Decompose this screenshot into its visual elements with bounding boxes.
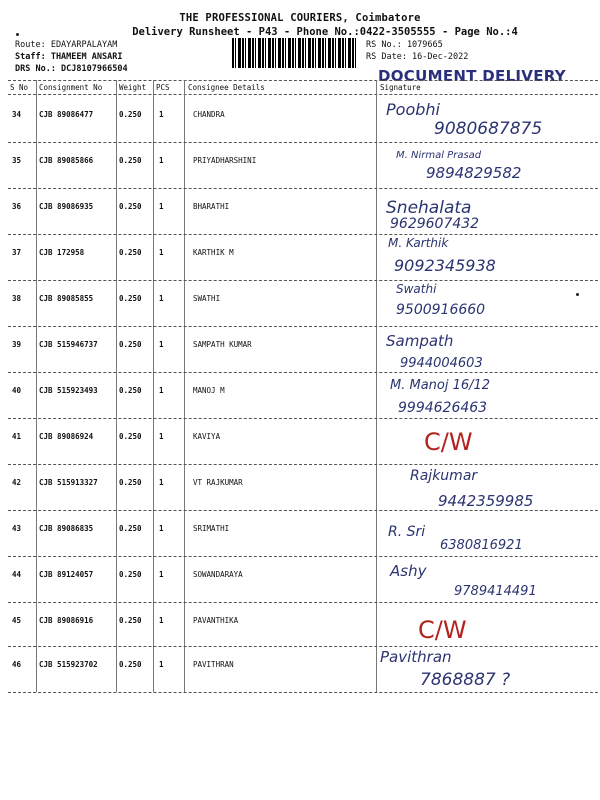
handwritten-signature: Sampath [386,332,454,350]
row-pcs: 1 [159,110,164,119]
table-row [0,280,600,326]
row-weight: 0.250 [119,524,142,533]
row-pcs: 1 [159,478,164,487]
table-row [0,418,600,464]
handwritten-phone: 9500916660 [396,302,486,318]
row-sno: 40 [12,386,22,395]
row-sno: 45 [12,616,22,625]
row-pcs: 1 [159,340,164,349]
row-weight: 0.250 [119,202,142,211]
handwritten-signature: M. Nirmal Prasad [396,150,482,161]
row-pcs: 1 [159,616,164,625]
row-consignment: CJB 515913327 [39,478,98,487]
row-consignee: KAVIYA [193,432,221,441]
signature-cell [380,372,595,418]
col-consignee: Consignee Details [188,83,265,92]
row-consignment: CJB 89085866 [39,156,94,165]
row-consignee: PRIYADHARSHINI [193,156,257,165]
row-sno: 41 [12,432,22,441]
row-sno: 42 [12,478,22,487]
handwritten-signature: R. Sri [388,524,426,540]
row-consignee: SRIMATHI [193,524,230,533]
col-consignment: Consignment No [39,83,103,92]
handwritten-phone: 7868887 ? [420,670,511,690]
staff-label: Staff: THAMEEM ANSARI [15,52,123,62]
row-weight: 0.250 [119,248,142,257]
signature-cell [380,510,595,556]
header-bottom-rule [8,94,598,95]
signature-cell [380,96,595,142]
row-consignment: CJB 89124057 [39,570,94,579]
drs-number: DRS No.: DCJ8107966504 [15,64,128,74]
row-pcs: 1 [159,524,164,533]
handwritten-phone: 9894829582 [426,164,522,182]
table-row [0,464,600,510]
signature-cell [380,142,595,188]
row-pcs: 1 [159,660,164,669]
signature-cell [380,280,595,326]
table-top-rule [8,80,598,81]
row-pcs: 1 [159,248,164,257]
row-weight: 0.250 [119,432,142,441]
signature-cell [380,646,595,692]
table-row [0,234,600,280]
signature-cell [380,234,595,280]
row-pcs: 1 [159,386,164,395]
row-pcs: 1 [159,294,164,303]
row-weight: 0.250 [119,294,142,303]
row-weight: 0.250 [119,110,142,119]
table-row [0,556,600,602]
handwritten-phone: 9629607432 [390,216,480,232]
row-consignee: BHARATHI [193,202,230,211]
row-weight: 0.250 [119,478,142,487]
col-signature: Signature [380,83,421,92]
rs-number: RS No.: 1079665 [366,40,443,50]
row-sno: 38 [12,294,22,303]
handwritten-signature: Rajkumar [410,468,478,484]
table-row [0,602,600,648]
row-consignment: CJB 89086924 [39,432,94,441]
handwritten-phone: 9442359985 [438,492,534,510]
row-consignment: CJB 515946737 [39,340,98,349]
table-row [0,188,600,234]
table-row [0,96,600,142]
row-consignee: SWATHI [193,294,221,303]
row-sno: 36 [12,202,22,211]
row-consignment: CJB 515923702 [39,660,98,669]
row-consignee: CHANDRA [193,110,225,119]
row-consignee: PAVITHRAN [193,660,234,669]
row-sno: 39 [12,340,22,349]
rs-date: RS Date: 16-Dec-2022 [366,52,469,62]
row-pcs: 1 [159,432,164,441]
handwritten-signature: Pavithran [380,648,452,666]
handwritten-phone: 6380816921 [440,538,523,553]
row-consignee: VT RAJKUMAR [193,478,243,487]
handwritten-phone: 9092345938 [394,256,496,275]
col-pcs: PCS [156,83,170,92]
row-consignee: SOWANDARAYA [193,570,243,579]
row-weight: 0.250 [119,616,142,625]
row-consignment: CJB 89086835 [39,524,94,533]
row-weight: 0.250 [119,156,142,165]
col-weight: Weight [119,83,147,92]
handwritten-phone: 9994626463 [398,400,488,416]
handwritten-signature: Snehalata [386,198,472,218]
row-sno: 35 [12,156,22,165]
handwritten-signature: M. Karthik [388,236,449,250]
row-sno: 44 [12,570,22,579]
handwritten-signature: Swathi [396,282,437,296]
cw-mark: C/W [418,616,467,644]
cw-mark: C/W [424,428,473,456]
row-consignment: CJB 89086916 [39,616,94,625]
row-consignee: MANOJ M [193,386,225,395]
signature-cell [380,326,595,372]
table-row [0,326,600,372]
col-sno: S No [10,83,29,92]
row-consignment: CJB 89086935 [39,202,94,211]
table-row [0,510,600,556]
row-weight: 0.250 [119,660,142,669]
scan-speck [16,33,19,36]
handwritten-phone: 9789414491 [454,584,537,599]
row-pcs: 1 [159,202,164,211]
scan-speck [576,293,579,296]
row-consignment: CJB 89086477 [39,110,94,119]
row-consignment: CJB 515923493 [39,386,98,395]
handwritten-phone: 9080687875 [434,119,543,139]
row-consignee: KARTHIK M [193,248,234,257]
row-weight: 0.250 [119,340,142,349]
document-delivery-stamp: DOCUMENT DELIVERY [378,67,566,85]
handwritten-signature: M. Manoj 16/12 [390,378,491,393]
row-pcs: 1 [159,570,164,579]
handwritten-phone: 9944004603 [400,356,483,371]
signature-cell [380,556,595,602]
table-row [0,646,600,692]
row-consignment: CJB 89085855 [39,294,94,303]
signature-cell [380,418,595,464]
barcode [232,38,358,68]
row-sno: 34 [12,110,22,119]
row-consignee: SAMPATH KUMAR [193,340,252,349]
row-consignment: CJB 172958 [39,248,85,257]
signature-cell [380,464,595,510]
row-weight: 0.250 [119,570,142,579]
runsheet-subtitle: Delivery Runsheet - P43 - Phone No.:0422-3505555 - Page No.:4 [132,26,518,38]
company-title: THE PROFESSIONAL COURIERS, Coimbatore [179,12,421,24]
row-consignee: PAVANTHIKA [193,616,239,625]
handwritten-signature: Poobhi [386,100,440,119]
signature-cell [380,188,595,234]
row-sno: 37 [12,248,22,257]
row-sno: 46 [12,660,22,669]
table-bottom-rule [8,692,598,693]
row-sno: 43 [12,524,22,533]
route-label: Route: EDAYARPALAYAM [15,40,118,50]
row-pcs: 1 [159,156,164,165]
signature-cell [380,602,595,648]
table-row [0,142,600,188]
row-weight: 0.250 [119,386,142,395]
table-row [0,372,600,418]
handwritten-signature: Ashy [390,562,427,580]
